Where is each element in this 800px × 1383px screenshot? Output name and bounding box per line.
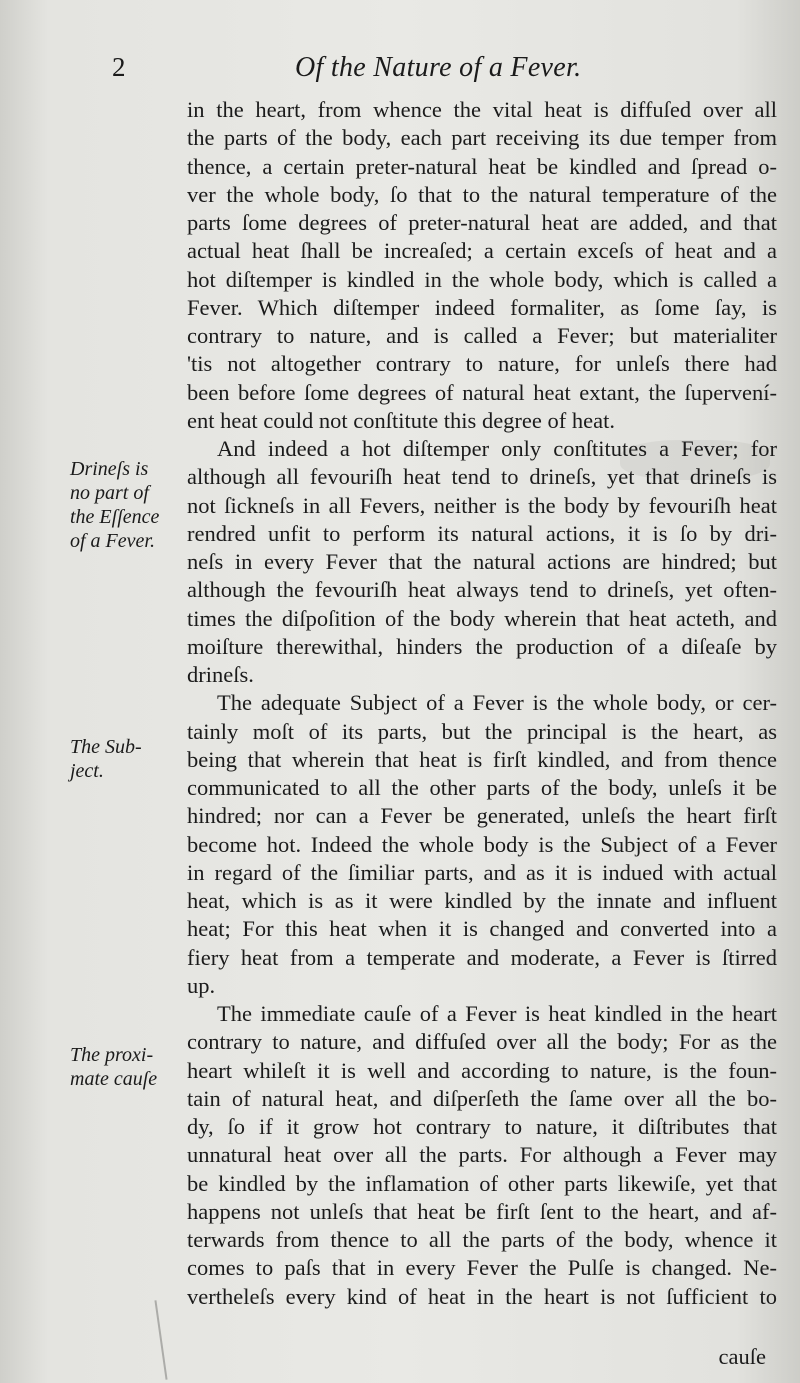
text-line: although the fevouriſh heat always tend to drineſs, yet often- xyxy=(187,577,777,603)
text-line: not ſickneſs in all Fevers, neither is the body by fevouriſh heat xyxy=(187,492,777,518)
text-line: Fever. Which diſtemper indeed formaliter, as ſome ſay, is xyxy=(187,294,777,320)
text-line: hot diſtemper is kindled in the whole body, which is called a xyxy=(187,266,777,292)
text-line: been before ſome degrees of natural heat extant, the ſupervení- xyxy=(187,379,777,405)
text-line: actual heat ſhall be increaſed; a certain exceſs of heat and a xyxy=(187,238,777,264)
text-line: thence, a certain preter-natural heat be kindled and ſpread o- xyxy=(187,153,777,179)
text-line: up. xyxy=(187,972,216,998)
text-line: heat, which is as it were kindled by the innate and influent xyxy=(187,888,777,913)
margin-note-line: The proxi- xyxy=(70,1044,154,1066)
text-line: vertheleſs every kind of heat in the heart is not ſufficient to xyxy=(187,1283,777,1309)
margin-note-subject xyxy=(70,735,190,783)
page-number: 2 xyxy=(112,52,126,82)
text-line: times the diſpoſition of the body wherein that heat acteth, and xyxy=(187,605,777,631)
text-line: ver the whole body, ſo that to the natural temperature of the xyxy=(187,181,777,207)
text-line: rendred unfit to perform its natural actions, it is ſo by dri- xyxy=(187,520,777,546)
text-line: the parts of the body, each part receiving its due temper from xyxy=(187,125,777,151)
text-line: dy, ſo if it grow hot contrary to nature, it diſtributes that xyxy=(187,1114,777,1139)
text-line: although all fevouriſh heat tend to drineſs, yet that drineſs is xyxy=(187,464,777,490)
text-line: in the heart, from whence the vital heat is diffuſed over all xyxy=(187,97,777,122)
text-line: tainly moſt of its parts, but the principal is the heart, as xyxy=(187,718,777,744)
text-line: neſs in every Fever that the natural actions are hindred; but xyxy=(187,549,777,574)
text-line: communicated to all the other parts of the body, unleſs it be xyxy=(187,775,777,800)
catchword: cauſe xyxy=(718,1344,766,1369)
text-line: be kindled by the inflamation of other parts likewiſe, yet that xyxy=(187,1170,777,1196)
text-line: The immediate cauſe of a Fever is heat kindled in the heart xyxy=(217,1001,777,1026)
margin-note-line: The Sub- xyxy=(70,736,142,758)
page-edge-mark xyxy=(154,1300,167,1379)
margin-note-line: no part of xyxy=(70,482,149,504)
margin-note-line: ject. xyxy=(70,760,104,782)
margin-note-line: the Eſſence xyxy=(70,506,160,528)
text-line: tain of natural heat, and diſperſeth the ſame over all the bo- xyxy=(187,1085,777,1111)
margin-note-line: mate cauſe xyxy=(70,1068,158,1090)
text-line: heart whileſt it is well and according to nature, is the foun- xyxy=(187,1057,777,1083)
margin-note-driness xyxy=(70,457,190,553)
text-line: contrary to nature, and is called a Fever; but materialiter xyxy=(187,323,777,348)
text-line: moiſture therewithal, hinders the production of a diſeaſe by xyxy=(187,633,777,659)
text-line: fiery heat from a temperate and moderate, a Fever is ſtirred xyxy=(187,944,777,970)
text-line: happens not unleſs that heat be firſt ſent to the heart, and af- xyxy=(187,1198,777,1224)
text-line: terwards from thence to all the parts of the body, whence it xyxy=(187,1227,777,1252)
text-line: become hot. Indeed the whole body is the Subject of a Fever xyxy=(187,831,777,857)
running-head: Of the Nature of a Fever. xyxy=(295,52,582,83)
text-line: contrary to nature, and diffuſed over all the body; For as the xyxy=(187,1029,777,1055)
text-line: heat; For this heat when it is changed and converted into a xyxy=(187,916,777,942)
margin-note-proximate-cause xyxy=(70,1043,190,1091)
text-line: ent heat could not conſtitute this degree of heat. xyxy=(187,407,615,433)
text-line: drineſs. xyxy=(187,662,254,687)
text-line: The adequate Subject of a Fever is the whole body, or cer- xyxy=(217,690,777,716)
text-line: being that wherein that heat is firſt kindled, and from thence xyxy=(187,746,777,772)
text-line: hindred; nor can a Fever be generated, unleſs the heart firſt xyxy=(187,803,777,829)
text-line: comes to paſs that in every Fever the Pulſe is changed. Ne- xyxy=(187,1255,777,1281)
text-line: in regard of the ſimiliar parts, and as it is indued with actual xyxy=(187,859,777,885)
text-line: 'tis not altogether contrary to nature, for unleſs there had xyxy=(187,351,777,377)
margin-note-line: of a Fever. xyxy=(70,530,155,552)
text-line: unnatural heat over all the parts. For although a Fever may xyxy=(187,1142,777,1168)
text-line: parts ſome degrees of preter-natural heat are added, and that xyxy=(187,210,777,235)
margin-note-line: Drineſs is xyxy=(70,458,149,480)
text-line: And indeed a hot diſtemper only conſtitutes a Fever; for xyxy=(217,436,777,461)
